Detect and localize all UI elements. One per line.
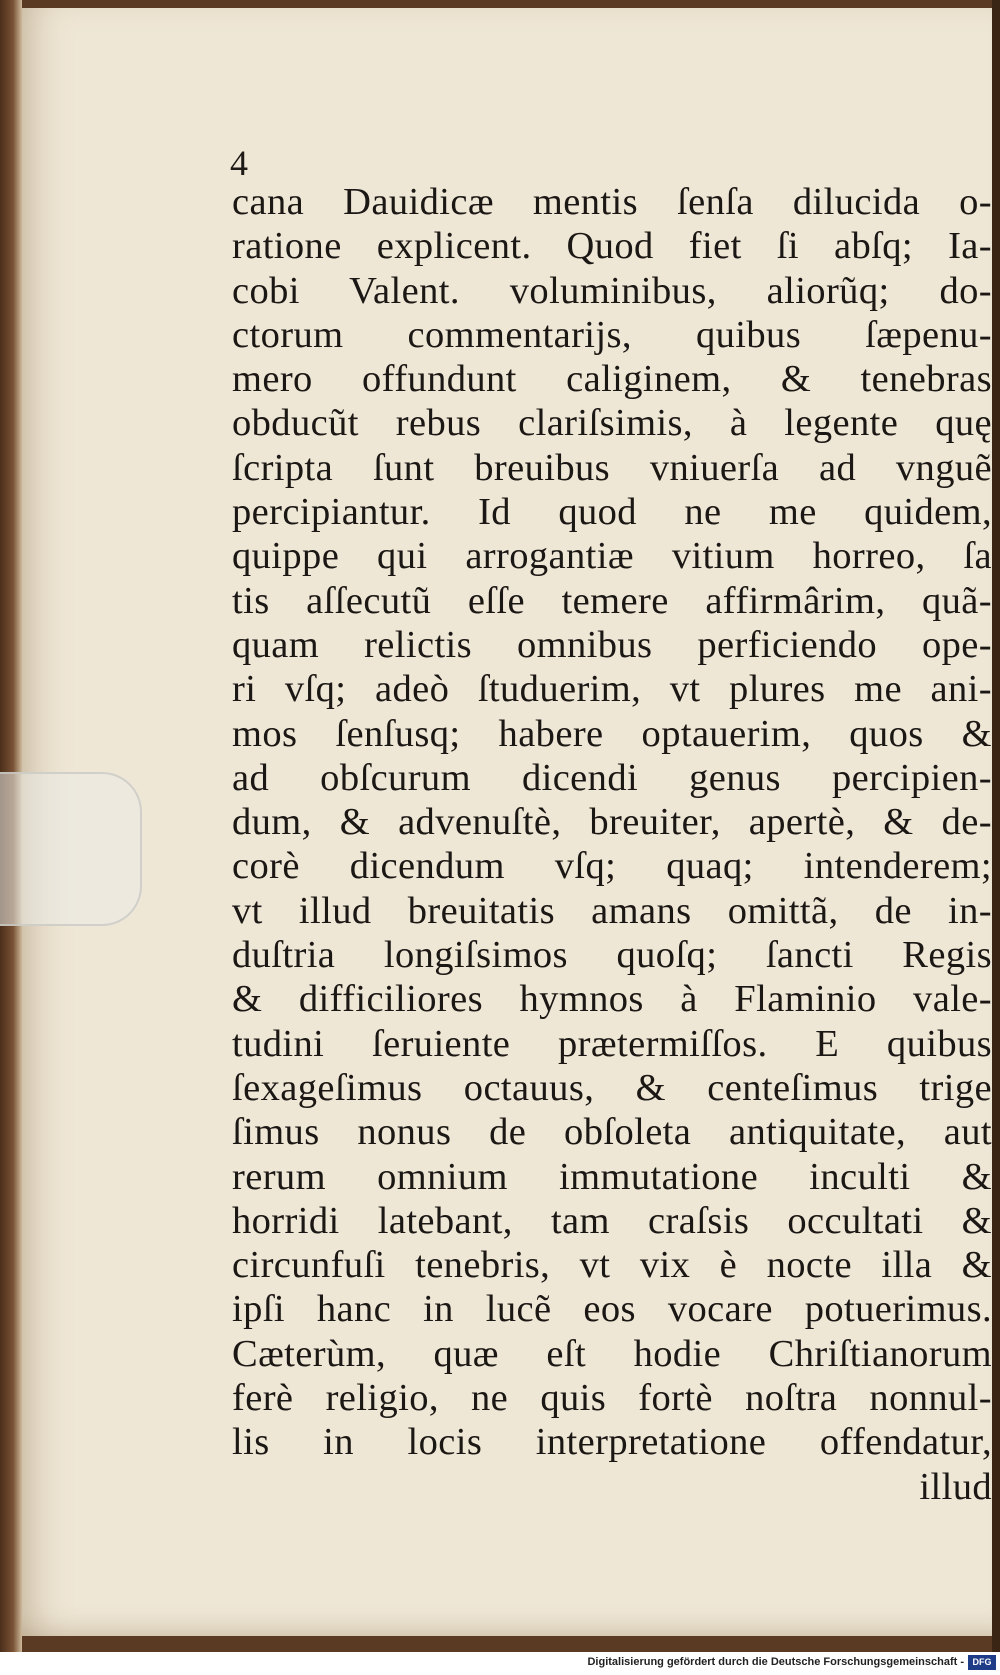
catchword: illud <box>919 1465 992 1508</box>
text-line: dum, & advenuſtè, breuiter, apertè, & de- <box>232 801 992 844</box>
text-line: obducũt rebus clariſsimis, à legente quę <box>232 402 992 445</box>
text-line: percipiantur. Id quod ne me quidem, <box>232 491 992 534</box>
text-line: ſimus nonus de obſoleta antiquitate, aut <box>232 1111 992 1154</box>
text-line: ratione explicent. Quod fiet ſi abſq; Ia- <box>232 225 992 268</box>
text-line: mero offundunt caliginem, & tenebras <box>232 358 992 401</box>
text-line: ad obſcurum dicendi genus percipien- <box>232 756 992 799</box>
text-line: ferè religio, ne quis fortè noſtra nonnul- <box>232 1377 992 1420</box>
text-line: cobi Valent. voluminibus, aliorũq; do- <box>232 269 992 312</box>
digitization-footer <box>0 1652 1000 1675</box>
text-line: ipſi hanc in lucẽ eos vocare potuerimus. <box>232 1288 992 1331</box>
text-line: Cæterùm, quæ eſt hodie Chriſtianorum <box>232 1332 992 1375</box>
text-line: cana Dauidicæ mentis ſenſa dilucida o- <box>232 181 992 223</box>
text-line: rerum omnium immutatione inculti & <box>232 1155 992 1198</box>
funding-credit: Digitalisierung gefördert durch die Deutsche Forschungsgemeinschaft - <box>587 1656 964 1668</box>
page-clip <box>0 772 142 926</box>
text-line: corè dicendum vſq; quaq; intenderem; <box>232 845 992 888</box>
text-line: tudini ſeruiente prætermiſſos. E quibus <box>232 1022 992 1065</box>
text-line: mos ſenſusq; habere optauerim, quos & <box>232 712 992 755</box>
text-line: lis in locis interpretatione offendatur, <box>232 1421 992 1464</box>
text-line: ſcripta ſunt breuibus vniuerſa ad vnguẽ <box>232 446 992 489</box>
text-line: quippe qui arrogantiæ vitium horreo, ſa <box>232 535 992 578</box>
text-line: ctorum commentarijs, quibus ſæpenu- <box>232 313 992 356</box>
text-line: ſexageſimus octauus, & centeſimus trige <box>232 1066 992 1109</box>
text-line: quam relictis omnibus perficiendo ope- <box>232 623 992 666</box>
text-line: ri vſq; adeò ſtuduerim, vt plures me ani- <box>232 668 992 711</box>
text-line: circunfuſi tenebris, vt vix è nocte illa & <box>232 1244 992 1287</box>
text-line: vt illud breuitatis amans omittã, de in- <box>232 889 992 932</box>
text-line: tis aſſecutũ eſſe temere affirmârim, quã- <box>232 579 992 622</box>
text-line: & difficiliores hymnos à Flaminio vale- <box>232 978 992 1021</box>
text-line: duſtria longiſsimos quoſq; ſancti Regis <box>232 934 992 977</box>
body-text <box>232 180 992 1509</box>
dfg-logo: DFG <box>968 1655 996 1670</box>
page-number: 4 <box>230 143 248 183</box>
text-line: horridi latebant, tam craſsis occultati & <box>232 1199 992 1242</box>
page-edge-shadow <box>992 0 1000 1652</box>
